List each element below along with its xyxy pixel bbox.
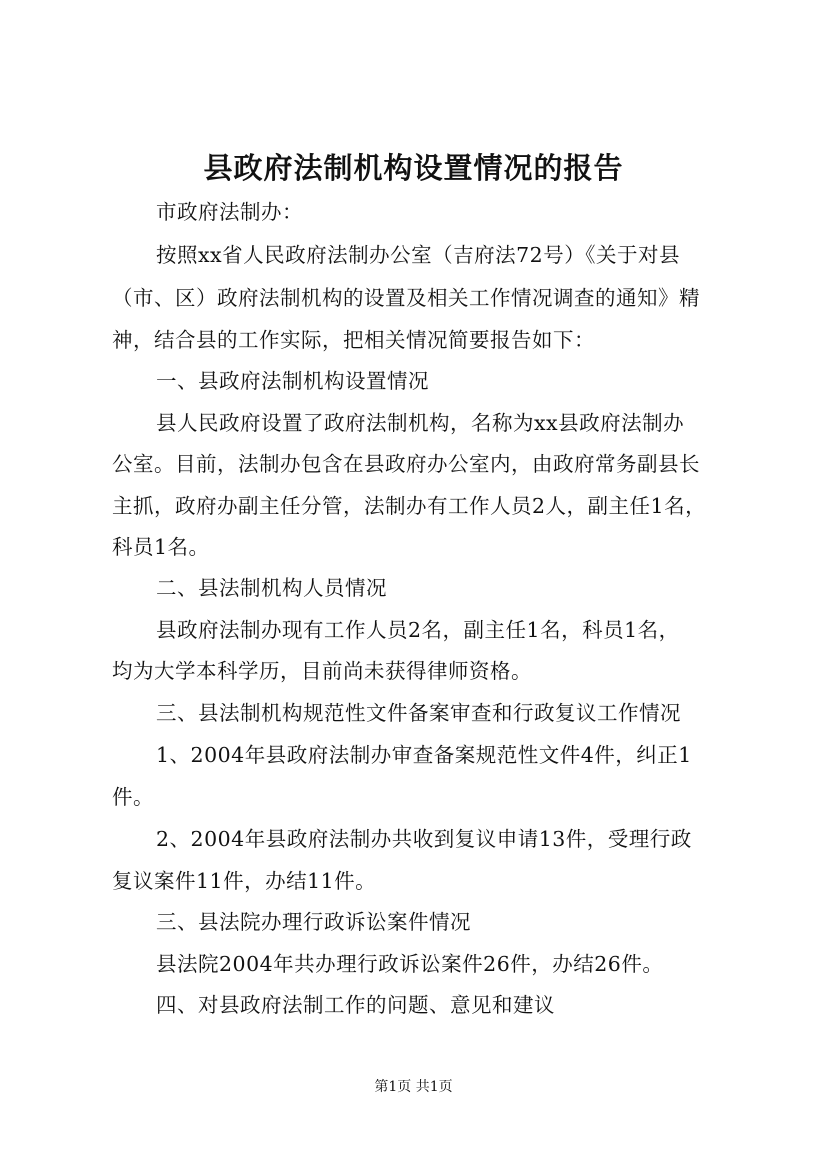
- page-footer: 第1页 共1页: [374, 1079, 453, 1095]
- paragraph-line: 科员1名。: [112, 535, 210, 559]
- paragraph-line: 公室。目前，法制办包含在县政府办公室内，由政府常务副县长: [112, 452, 700, 476]
- paragraph-line: 均为大学本科学历，目前尚未获得律师资格。: [112, 659, 532, 683]
- section-heading: 三、县法制机构规范性文件备案审查和行政复议工作情况: [156, 701, 681, 725]
- paragraph-line: 县人民政府设置了政府法制机构，名称为xx县政府法制办: [156, 411, 685, 435]
- paragraph-line: 1、2004年县政府法制办审查备案规范性文件4件，纠正1: [156, 743, 692, 767]
- paragraph-line: 按照xx省人民政府法制办公室（吉府法72号）《关于对县: [156, 243, 680, 267]
- paragraph-line: 神，结合县的工作实际，把相关情况简要报告如下：: [112, 328, 595, 352]
- section-heading: 三、县法院办理行政诉讼案件情况: [156, 910, 471, 934]
- salutation: 市政府法制办：: [156, 200, 303, 224]
- section-heading: 四、对县政府法制工作的问题、意见和建议: [156, 993, 555, 1017]
- paragraph-line: 2、2004年县政府法制办共收到复议申请13件，受理行政: [156, 827, 692, 851]
- document-title: 县政府法制机构设置情况的报告: [203, 151, 624, 185]
- section-heading: 一、县政府法制机构设置情况: [156, 369, 429, 393]
- paragraph-line: 复议案件11件，办结11件。: [112, 869, 377, 893]
- paragraph-line: 主抓，政府办副主任分管，法制办有工作人员2人，副主任1名，: [112, 494, 707, 518]
- paragraph-line: （市、区）政府法制机构的设置及相关工作情况调查的通知》精: [112, 286, 700, 310]
- paragraph-line: 县政府法制办现有工作人员2名，副主任1名，科员1名，: [156, 618, 680, 642]
- paragraph-line: 件。: [112, 785, 154, 809]
- paragraph-line: 县法院2004年共办理行政诉讼案件26件，办结26件。: [156, 952, 664, 976]
- section-heading: 二、县法制机构人员情况: [156, 576, 387, 600]
